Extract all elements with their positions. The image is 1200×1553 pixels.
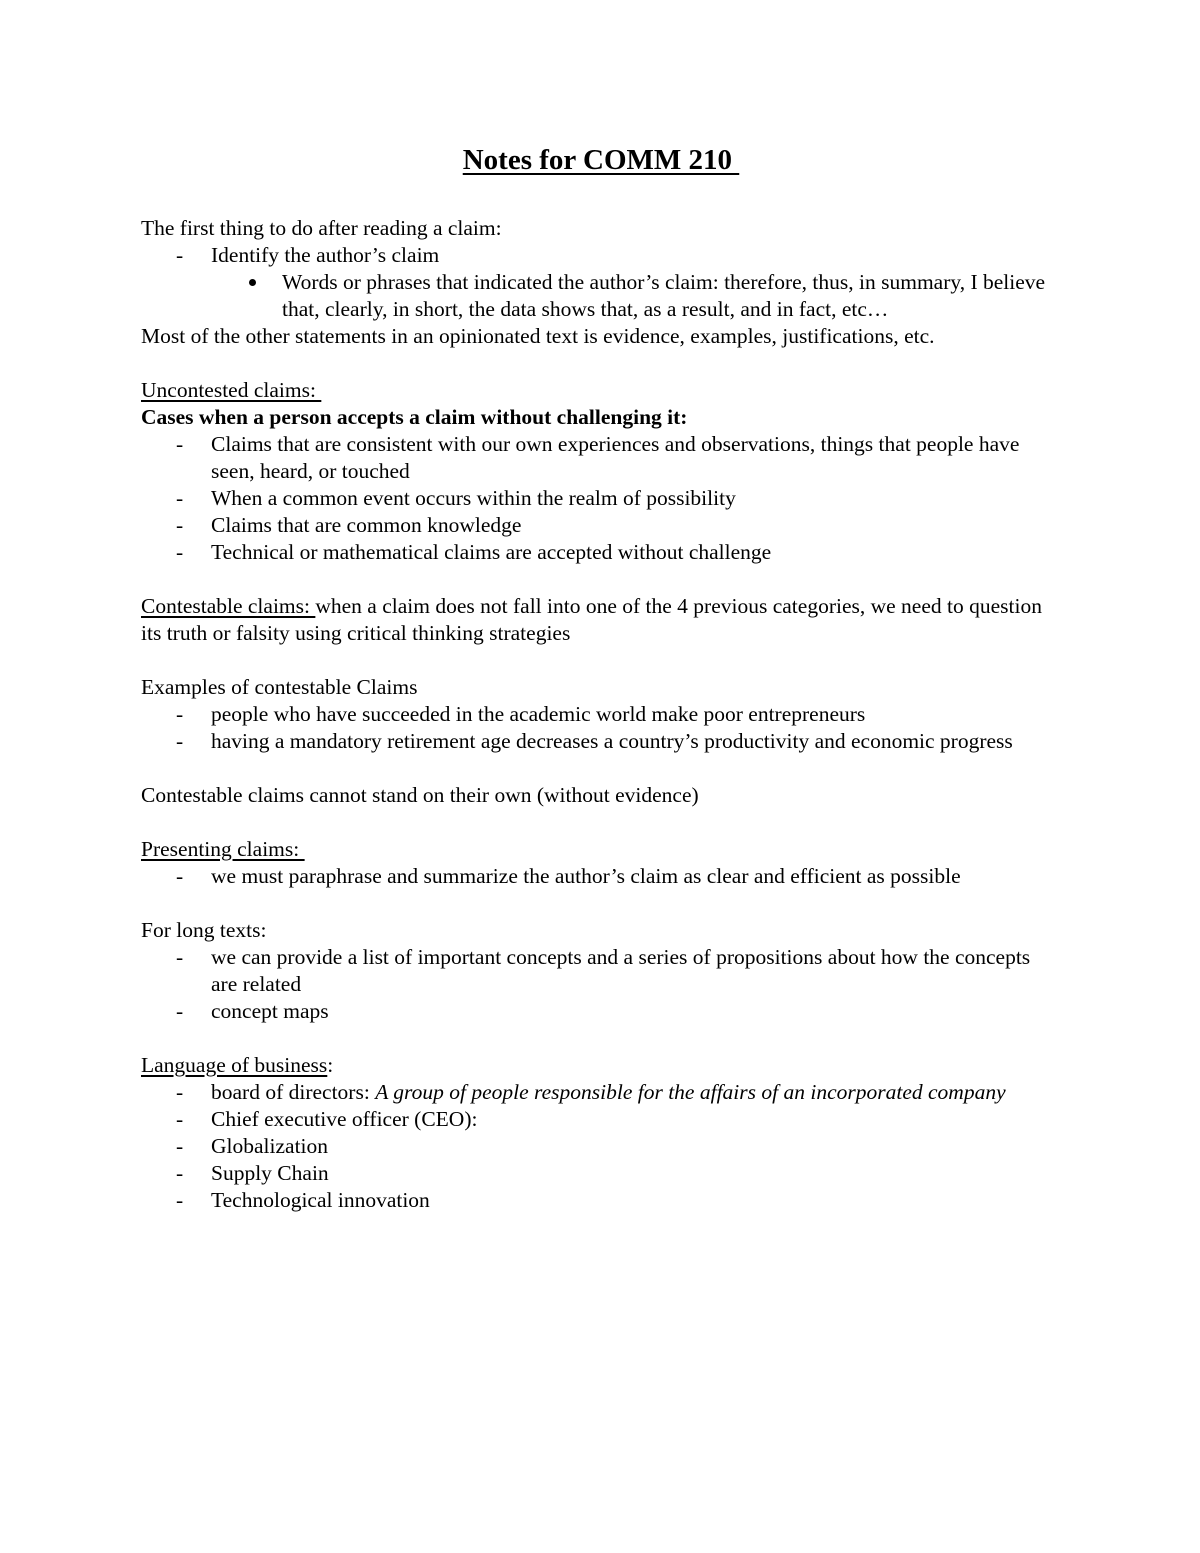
presenting-heading: Presenting claims:	[141, 837, 305, 861]
intro-sublist	[141, 269, 1061, 323]
spacer	[141, 890, 1061, 917]
business-definition: A group of people responsible for the affairs of an incorporated company	[375, 1080, 1006, 1104]
business-term: board of directors:	[211, 1080, 376, 1104]
uncontested-heading: Uncontested claims:	[141, 378, 322, 402]
spacer	[141, 1025, 1061, 1052]
list-item	[141, 1079, 1061, 1106]
intro-list	[141, 242, 1061, 269]
contestable-text: when a claim does not fall into one of the 4 previous categories, we need to question its truth or falsity using critical thinking strategies	[141, 594, 1042, 645]
business-list	[141, 1079, 1061, 1214]
list-item: - concept maps	[141, 998, 1061, 1025]
contestable-paragraph	[141, 593, 1061, 647]
spacer	[141, 755, 1061, 782]
standalone-statement: Contestable claims cannot stand on their own (without evidence)	[141, 783, 699, 807]
uncontested-subheading: Cases when a person accepts a claim without challenging it:	[141, 405, 688, 429]
spacer	[141, 350, 1061, 377]
business-heading: Language of business:	[141, 1053, 334, 1077]
long-texts-list	[141, 944, 1061, 1025]
spacer	[141, 566, 1061, 593]
contestable-heading: Contestable claims:	[141, 594, 316, 618]
list-item: - people who have succeeded in the academic world make poor entrepreneurs	[141, 701, 1061, 728]
page-title: Notes for COMM 210	[462, 144, 740, 176]
list-item: - When a common event occurs within the realm of possibility	[141, 485, 1061, 512]
intro-lead: The first thing to do after reading a claim:	[141, 216, 502, 240]
spacer	[141, 809, 1061, 836]
examples-heading: Examples of contestable Claims	[141, 675, 418, 699]
list-item: - Technical or mathematical claims are accepted without challenge	[141, 539, 1061, 566]
intro-item-identify-claim: - Identify the author’s claim	[141, 242, 1061, 269]
presenting-list	[141, 863, 1061, 890]
list-item: - Claims that are consistent with our own experiences and observations, things that people have seen, heard, or touched	[141, 431, 1061, 485]
examples-list	[141, 701, 1061, 755]
intro-closing: Most of the other statements in an opinionated text is evidence, examples, justifications, etc.	[141, 324, 935, 348]
long-texts-heading: For long texts:	[141, 918, 267, 942]
uncontested-list	[141, 431, 1061, 566]
spacer	[141, 647, 1061, 674]
list-item: - we can provide a list of important concepts and a series of propositions about how the concepts are related	[141, 944, 1061, 998]
list-item: - having a mandatory retirement age decreases a country’s productivity and economic progress	[141, 728, 1061, 755]
list-item: - Claims that are common knowledge	[141, 512, 1061, 539]
list-item: - Globalization	[141, 1133, 1061, 1160]
list-item: - Technological innovation	[141, 1187, 1061, 1214]
list-item: - Chief executive officer (CEO):	[141, 1106, 1061, 1133]
list-item: - we must paraphrase and summarize the author’s claim as clear and efficient as possible	[141, 863, 1061, 890]
intro-subitem-claim-words: Words or phrases that indicated the author’s claim: therefore, thus, in summary, I believe that, clearly, in short, the data shows that, as a result, and in fact, etc…	[141, 269, 1061, 323]
document-page	[141, 140, 1061, 1214]
list-item: - Supply Chain	[141, 1160, 1061, 1187]
